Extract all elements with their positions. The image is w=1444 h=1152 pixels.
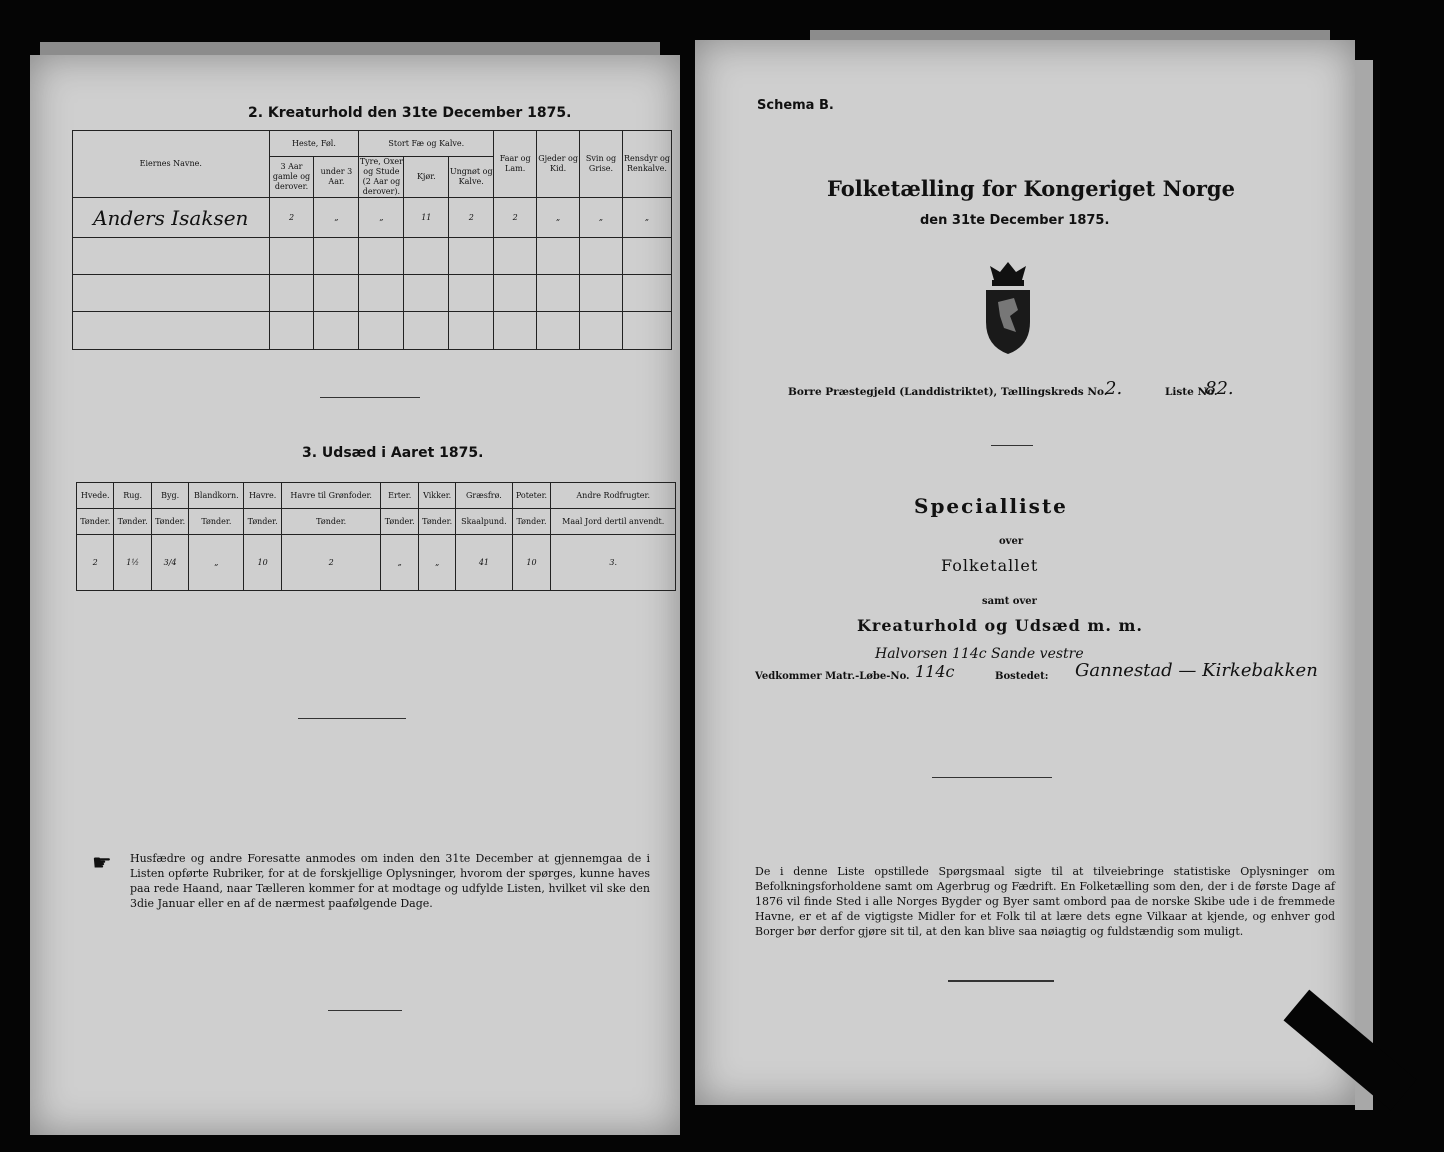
divider <box>298 718 406 719</box>
col-header: Ungnøt og Kalve. <box>449 157 494 198</box>
col-header: Rensdyr og Renkalve. <box>622 131 671 198</box>
cell-value: „ <box>314 198 359 238</box>
unit-header: Tønder. <box>151 509 188 535</box>
cell-value: 3/4 <box>151 535 188 591</box>
col-header: Erter. <box>381 483 418 509</box>
col-header: Andre Rodfrugter. <box>551 483 676 509</box>
col-header: under 3 Aar. <box>314 157 359 198</box>
divider <box>948 980 1054 982</box>
col-header: Kjør. <box>404 157 449 198</box>
samt-over-label: samt over <box>982 596 1037 607</box>
matr-value: 114c <box>915 662 955 681</box>
cell-value: 2 <box>449 198 494 238</box>
liste-number: 82. <box>1205 378 1234 399</box>
main-title: Folketælling for Kongeriget Norge <box>827 176 1235 201</box>
cell-value: 2 <box>77 535 114 591</box>
divider <box>328 1010 402 1011</box>
unit-header: Tønder. <box>114 509 151 535</box>
col-header: Vikker. <box>418 483 455 509</box>
cell-value: 2 <box>281 535 381 591</box>
divider <box>932 777 1052 778</box>
col-header: Gjeder og Kid. <box>537 131 580 198</box>
table-row <box>77 535 676 591</box>
unit-header: Skaalpund. <box>456 509 512 535</box>
district-label: Borre Præstegjeld (Landdistriktet), Tællingskreds No. <box>788 386 1108 398</box>
owner-name: Anders Isaksen <box>73 198 270 238</box>
coat-of-arms-icon <box>980 258 1036 358</box>
col-header: Byg. <box>151 483 188 509</box>
over-label: over <box>999 536 1024 547</box>
unit-header: Tønder. <box>244 509 281 535</box>
unit-header: Tønder. <box>281 509 381 535</box>
sowing-table <box>76 482 676 591</box>
col-header: Hvede. <box>77 483 114 509</box>
cattle-group-header: Stort Fæ og Kalve. <box>359 131 494 157</box>
col-header: Faar og Lam. <box>494 131 537 198</box>
unit-header: Maal Jord dertil anvendt. <box>551 509 676 535</box>
cell-value: „ <box>580 198 623 238</box>
owner-header: Eiernes Navne. <box>73 131 270 198</box>
folketallet-title: Folketallet <box>941 556 1039 575</box>
left-page <box>30 55 680 1135</box>
cell-value: 3. <box>551 535 676 591</box>
cell-value: 41 <box>456 535 512 591</box>
divider <box>991 445 1033 446</box>
col-header: Svin og Grise. <box>580 131 623 198</box>
table-row <box>73 198 672 238</box>
bosted-label: Bostedet: <box>995 671 1049 682</box>
col-header: Poteter. <box>512 483 551 509</box>
kreaturhold-title: Kreaturhold og Udsæd m. m. <box>857 616 1143 635</box>
liste-label: Liste No. <box>1165 386 1218 398</box>
col-header: Græsfrø. <box>456 483 512 509</box>
cell-value: 11 <box>404 198 449 238</box>
cell-value: „ <box>418 535 455 591</box>
page-edge <box>1355 60 1373 1110</box>
matr-annotation: Halvorsen 114c Sande vestre <box>875 646 1084 662</box>
horses-group-header: Heste, Føl. <box>269 131 359 157</box>
col-header: Havre til Grønfoder. <box>281 483 381 509</box>
unit-header: Tønder. <box>418 509 455 535</box>
pointing-hand-icon: ☛ <box>92 851 112 876</box>
district-number: 2. <box>1105 378 1123 399</box>
cell-value: 1½ <box>114 535 151 591</box>
page-edge <box>40 42 660 56</box>
cell-value: „ <box>381 535 418 591</box>
cell-value: „ <box>622 198 671 238</box>
unit-header: Tønder. <box>77 509 114 535</box>
col-header: Blandkorn. <box>189 483 244 509</box>
unit-header: Tønder. <box>381 509 418 535</box>
section-3-title: 3. Udsæd i Aaret 1875. <box>302 445 484 461</box>
col-header: Rug. <box>114 483 151 509</box>
matr-label: Vedkommer Matr.-Løbe-No. <box>755 671 910 682</box>
col-header: 3 Aar gamle og derover. <box>269 157 314 198</box>
livestock-table <box>72 130 672 350</box>
section-2-title: 2. Kreaturhold den 31te December 1875. <box>248 105 572 121</box>
specialliste-title: Specialliste <box>914 494 1068 518</box>
notice-text: De i denne Liste opstillede Spørgsmaal sigte til at tilveiebringe statistiske Oplysninger om Befolkningsforholdene samt om Agerbrug og Fædrift. En Folketælling som den, der i de første Dage af 1876 vil finde Sted i alle Norges Bygder og Byer samt ombord paa de norske Skibe ude i de fremmede Havne, er et af de vigtigste Midler for et Folk til at lære dets egne Vilkaar at kjende, og enhver god Borger bør derfor gjøre sit til, at den kan blive saa nøiagtig og fuldstændig som muligt. <box>755 865 1335 938</box>
unit-header: Tønder. <box>189 509 244 535</box>
right-page <box>695 40 1355 1105</box>
census-date: den 31te December 1875. <box>920 213 1110 228</box>
divider <box>320 397 420 398</box>
notice-text: Husfædre og andre Foresatte anmodes om inden den 31te December at gjennemgaa de i Listen opførte Rubriker, for at de forskjellige Oplysninger, hvorom der spørges, kunne haves paa rede Haand, naar Tælleren kommer for at modtage og udfylde Listen, hvilket vil ske den 3die Januar eller en af de nærmest paafølgende Dage. <box>130 852 650 910</box>
col-header: Havre. <box>244 483 281 509</box>
cell-value: 2 <box>269 198 314 238</box>
cell-value: 10 <box>512 535 551 591</box>
schema-label: Schema B. <box>757 98 834 113</box>
cell-value: 10 <box>244 535 281 591</box>
cell-value: 2 <box>494 198 537 238</box>
cell-value: „ <box>359 198 404 238</box>
cell-value: „ <box>537 198 580 238</box>
col-header: Tyre, Oxer og Stude (2 Aar og derover). <box>359 157 403 196</box>
unit-header: Tønder. <box>512 509 551 535</box>
bosted-value: Gannestad — Kirkebakken <box>1075 660 1318 681</box>
cell-value: „ <box>189 535 244 591</box>
